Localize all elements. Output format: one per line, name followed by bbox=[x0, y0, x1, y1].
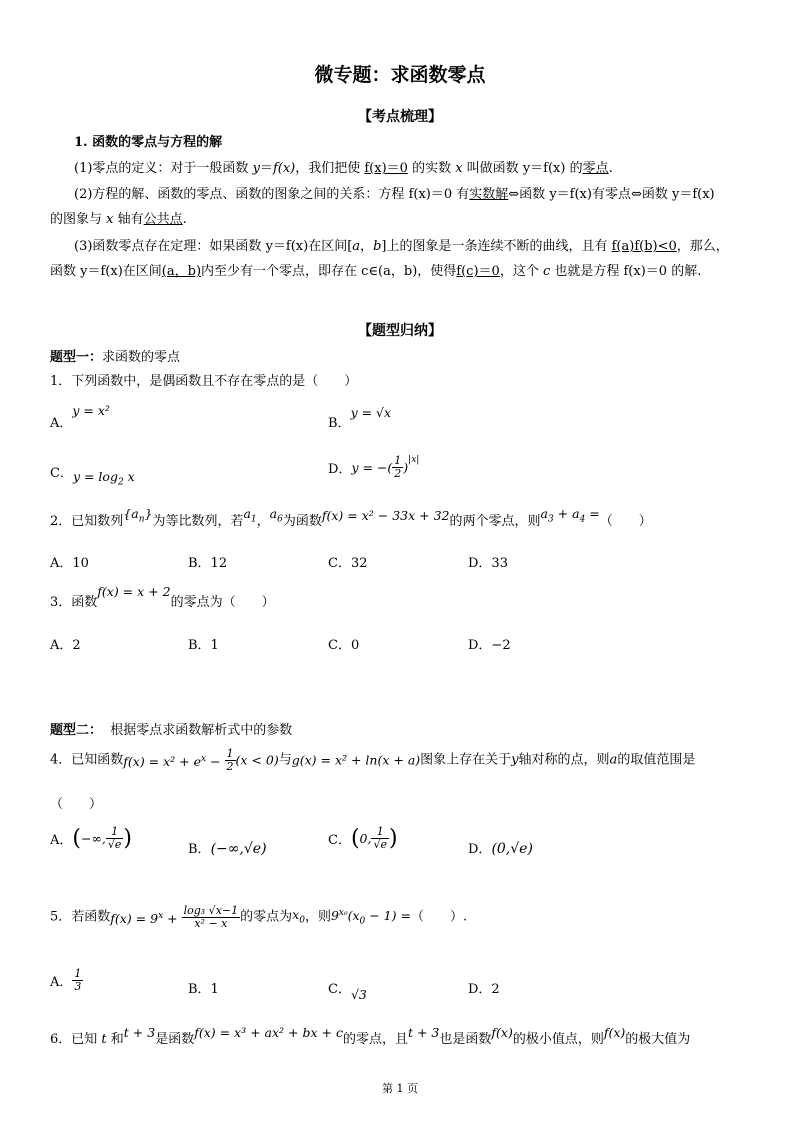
review-paragraph-3: (3)函数零点存在定理：如果函数 y＝f(x)在区间[a，b]上的图象是一条连续不断的曲线，且有 f(a)f(b)<0，那么， bbox=[74, 239, 729, 254]
q4-option-c[interactable]: C．(0, $\frac{1}{√e}$ ) bbox=[328, 825, 398, 851]
q2-stem: 2．已知数列$\{a_n\}$为等比数列，若$a_1$，$a_6$为函数f(x) = x² − 33x + 32的两个零点，则$a_3 + a_4$ =（ ） bbox=[50, 506, 652, 529]
q3-stem: 3．函数f(x) = x + 2的零点为（ ） bbox=[50, 584, 275, 610]
review-paragraph-2: (2)方程的解、函数的零点、函数的图象之间的关系：方程 f(x)＝0 有实数解⇔函数 y＝f(x)有零点⇔函数 y＝f(x) bbox=[74, 187, 715, 202]
q4-option-d[interactable]: D．(0,√e) bbox=[468, 841, 533, 857]
page-number: 第 1 页 bbox=[382, 1082, 418, 1095]
q1-option-a[interactable]: A．y = x² bbox=[50, 403, 110, 431]
q5-stem: 5．若函数$f(x) = 9^x$ + $\frac{\text{log₃ √x−1}}{\text{x² − x}}$ 的零点为$x_0$，则$9^{x_0}(x_0 - 1)$ =（ ）. bbox=[50, 903, 468, 930]
q2-option-c[interactable]: C．32 bbox=[328, 556, 368, 571]
q1-option-b[interactable]: B．y = √x bbox=[328, 405, 392, 431]
type1-heading: 题型一：求函数的零点 bbox=[50, 350, 181, 365]
q5-option-c[interactable]: C．√3 bbox=[328, 982, 367, 1002]
q4-option-a[interactable]: A．(−∞, $\frac{1}{√e}$ ) bbox=[50, 825, 132, 851]
review-paragraph-1: (1)零点的定义：对于一般函数 y＝f(x)，我们把使 f(x)＝0 的实数 x 叫做函数 y＝f(x) 的零点. bbox=[74, 161, 613, 176]
section-heading-points: 【考点梳理】 bbox=[358, 109, 442, 125]
q2-option-a[interactable]: A．10 bbox=[50, 556, 89, 571]
q3-option-c[interactable]: C．0 bbox=[328, 638, 360, 653]
review-heading: 1. 函数的零点与方程的解 bbox=[74, 135, 223, 150]
q4-option-b[interactable]: B．(−∞,√e) bbox=[188, 841, 267, 857]
q2-option-b[interactable]: B．12 bbox=[188, 556, 228, 571]
q1-stem: 1．下列函数中，是偶函数且不存在零点的是（ ） bbox=[50, 374, 358, 389]
q2-option-d[interactable]: D．33 bbox=[468, 556, 508, 571]
q5-option-d[interactable]: D．2 bbox=[468, 982, 500, 997]
q6-stem: 6．已知 t 和t + 3是函数f(x) = x³ + ax² + bx + c的零点，且t + 3也是函数f(x)的极小值点，则f(x)的极大值为 bbox=[50, 1025, 691, 1047]
q4-stem-cont: （ ） bbox=[50, 797, 103, 812]
q3-option-a[interactable]: A．2 bbox=[50, 638, 81, 653]
q1-option-d[interactable]: D．y = −( $\frac{1}{2}$ )$^{|x|}$ bbox=[328, 454, 420, 480]
review-paragraph-3-cont: 函数 y＝f(x)在区间(a，b)内至少有一个零点，即存在 c∈(a，b)，使得f(c)＝0，这个 c 也就是方程 f(x)＝0 的解. bbox=[50, 264, 702, 279]
review-paragraph-2-cont: 的图象与 x 轴有公共点. bbox=[50, 212, 187, 227]
page-title: 微专题：求函数零点 bbox=[314, 64, 486, 86]
q3-option-d[interactable]: D．−2 bbox=[468, 638, 511, 653]
q4-stem: 4．已知函数$f(x) = x^2 + e^x$ − $\frac{1}{2}$ (x < 0)与g(x) = x² + ln(x + a)图象上存在关于y轴对称的点，则a的取值范围是 bbox=[50, 747, 696, 773]
q3-option-b[interactable]: B．1 bbox=[188, 638, 219, 653]
q1-option-c[interactable]: C．$y = \log_2 x$ bbox=[50, 466, 135, 488]
section-heading-types: 【题型归纳】 bbox=[358, 323, 442, 339]
type2-heading: 题型二： 根据零点求函数解析式中的参数 bbox=[50, 723, 293, 738]
q5-option-a[interactable]: A． $\frac{1}{3}$ bbox=[50, 967, 82, 993]
q5-option-b[interactable]: B．1 bbox=[188, 982, 219, 997]
